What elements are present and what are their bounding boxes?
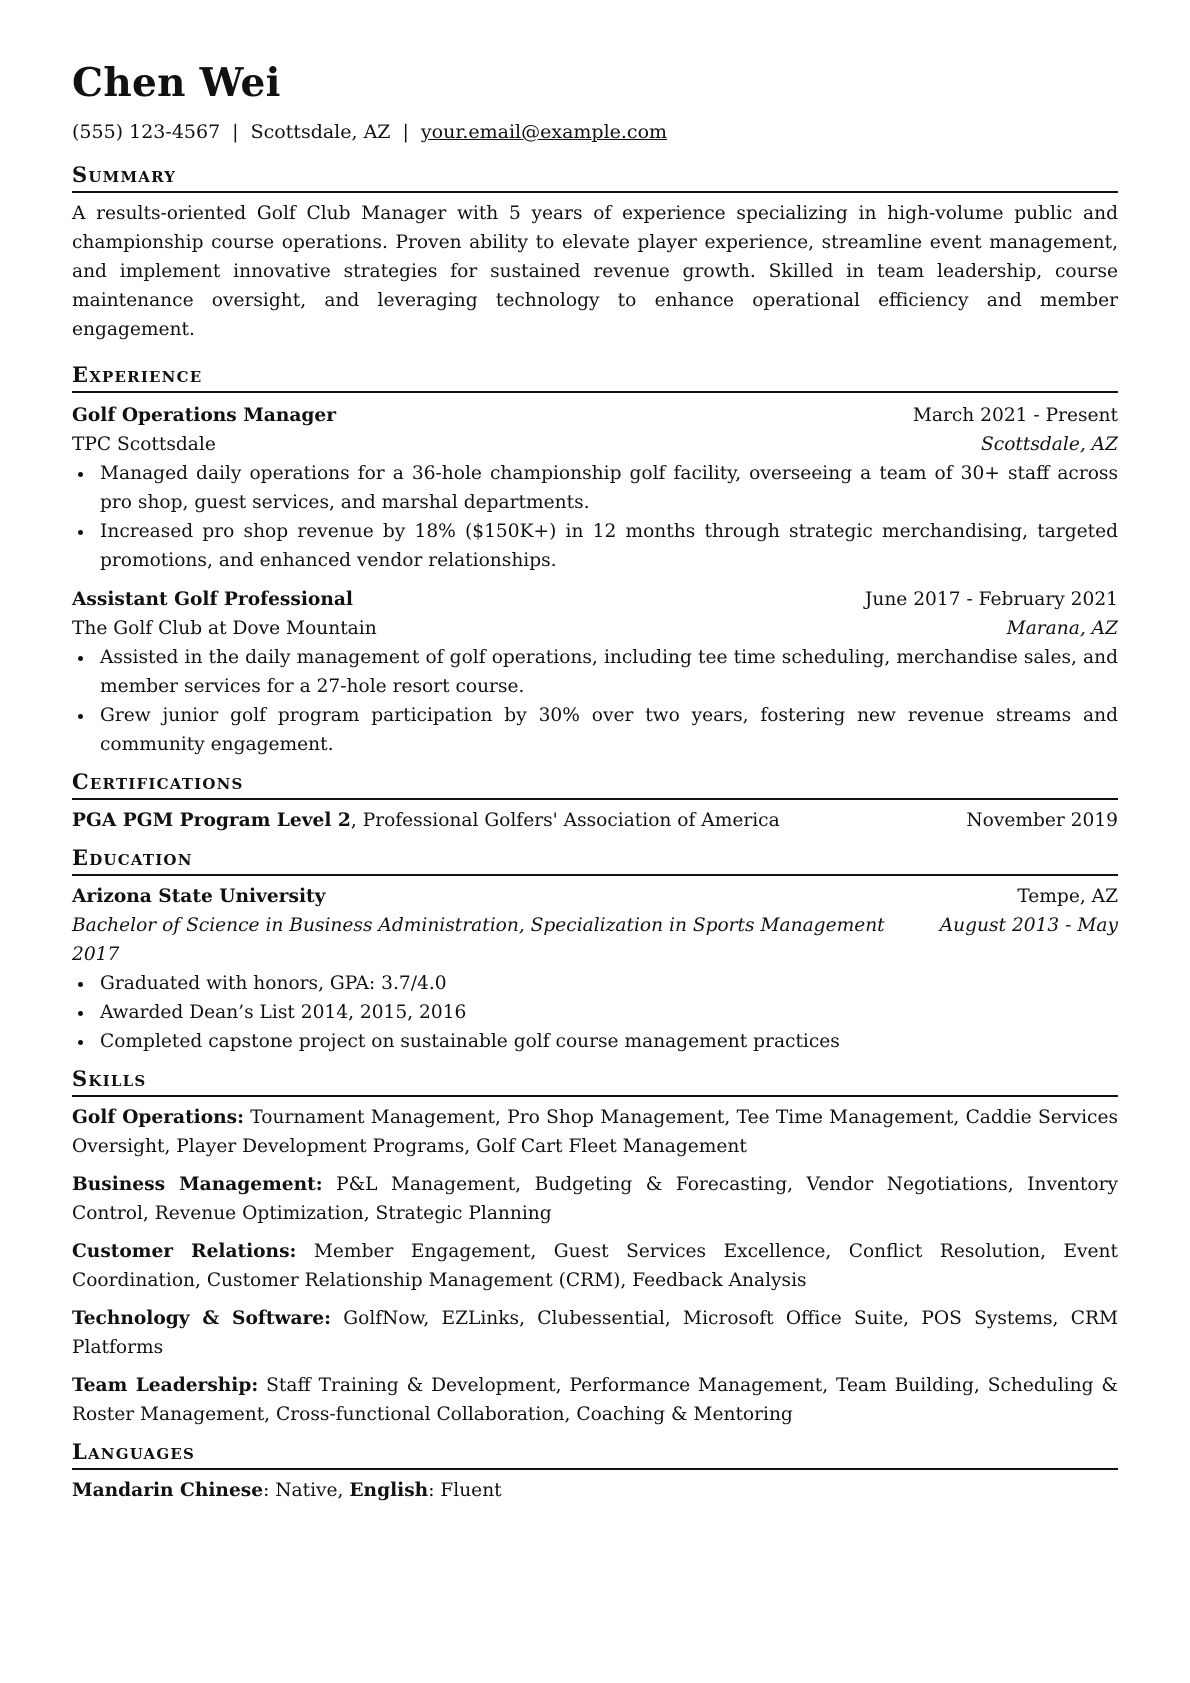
phone-number: (555) 123-4567 — [72, 121, 221, 143]
skill-text: Tournament Management, Pro Shop Management, Tee Time Management, Caddie Services Oversight, Player Development Programs, Golf Cart Fleet Management — [72, 1107, 1118, 1157]
skill-label: Business Management: — [72, 1174, 323, 1195]
bullet-icon — [78, 530, 83, 535]
bullet-text: Completed capstone project on sustainable golf course management practices — [100, 1031, 840, 1052]
education-bullets — [72, 969, 1118, 1056]
certification-entry — [72, 806, 1118, 835]
job-company: TPC Scottsdale — [72, 434, 216, 455]
school-name: Arizona State University — [72, 886, 326, 907]
job-location: Marana, AZ — [1006, 618, 1118, 639]
language-level: : Native — [263, 1480, 338, 1501]
list-item — [72, 517, 1118, 575]
skill-group — [72, 1170, 1118, 1228]
education-dates-start: August 2013 - May — [939, 915, 1118, 936]
job-entry — [72, 585, 1118, 759]
skill-text: P&L Management, Budgeting & Forecasting, Vendor Negotiations, Inventory Control, Revenue Optimization, Strategic Planning — [72, 1174, 1118, 1224]
bullet-text: Awarded Dean’s List 2014, 2015, 2016 — [100, 1002, 467, 1023]
degree-text: Bachelor of Science in Business Administration, Specialization in Sports Management — [72, 915, 885, 936]
bullet-text: Managed daily operations for a 36-hole championship golf facility, overseeing a team of 30+ staff across pro shop, guest services, and marshal departments. — [100, 463, 1118, 513]
job-role: Golf Operations Manager — [72, 405, 337, 426]
education-header — [72, 882, 1118, 911]
skill-text: Staff Training & Development, Performance Management, Team Building, Scheduling & Roster Management, Cross-functional Collaboration, Coaching & Mentoring — [72, 1375, 1118, 1425]
contact-separator: | — [232, 121, 239, 143]
summary-text: A results-oriented Golf Club Manager with 5 years of experience specializing in high-volume public and championship course operations. Proven ability to elevate player experience, streamline event management, and implement innovative strategies for sustained revenue growth. Skilled in team leadership, course maintenance oversight, and leveraging technology to enhance operational efficiency and member engagement. — [72, 203, 1118, 340]
list-item — [72, 643, 1118, 701]
skill-group — [72, 1103, 1118, 1161]
list-item — [72, 969, 1118, 998]
contact-line — [72, 120, 1118, 144]
job-entry — [72, 401, 1118, 575]
bullet-icon — [78, 982, 83, 987]
section-title-languages: Languages — [72, 1439, 1118, 1470]
job-bullets — [72, 643, 1118, 759]
skill-group — [72, 1237, 1118, 1295]
skill-label: Technology & Software: — [72, 1308, 331, 1329]
section-title-skills: Skills — [72, 1066, 1118, 1097]
contact-separator: | — [402, 121, 409, 143]
skill-group — [72, 1371, 1118, 1429]
job-bullets — [72, 459, 1118, 575]
email-link[interactable]: your.email@example.com — [420, 121, 668, 143]
candidate-name: Chen Wei — [72, 60, 281, 106]
section-title-education: Education — [72, 845, 1118, 876]
bullet-icon — [78, 1040, 83, 1045]
bullet-text: Increased pro shop revenue by 18% ($150K+) in 12 months through strategic merchandising, targeted promotions, and enhanced vendor relationships. — [100, 521, 1118, 571]
bullet-text: Graduated with honors, GPA: 3.7/4.0 — [100, 973, 447, 994]
school-location: Tempe, AZ — [1017, 886, 1118, 907]
section-title-summary: Summary — [72, 162, 1118, 193]
degree-line — [72, 911, 1118, 969]
skill-label: Customer Relations: — [72, 1241, 297, 1262]
certification-date: November 2019 — [966, 810, 1118, 831]
list-item — [72, 998, 1118, 1027]
list-item — [72, 701, 1118, 759]
education-dates-end: 2017 — [72, 944, 120, 965]
list-item — [72, 459, 1118, 517]
job-role: Assistant Golf Professional — [72, 589, 353, 610]
job-location: Scottsdale, AZ — [981, 434, 1118, 455]
job-company: The Golf Club at Dove Mountain — [72, 618, 377, 639]
languages-line — [72, 1476, 1118, 1505]
section-title-certifications: Certifications — [72, 769, 1118, 800]
bullet-icon — [78, 714, 83, 719]
bullet-text: Assisted in the daily management of golf operations, including tee time scheduling, merchandise sales, and member services for a 27-hole resort course. — [100, 647, 1118, 697]
bullet-icon — [78, 656, 83, 661]
section-title-experience: Experience — [72, 362, 1118, 393]
skill-label: Team Leadership: — [72, 1375, 259, 1396]
job-dates: June 2017 - February 2021 — [864, 589, 1118, 610]
certification-name: PGA PGM Program Level 2 — [72, 810, 351, 831]
skill-text: Member Engagement, Guest Services Excellence, Conflict Resolution, Event Coordination, Customer Relationship Management (CRM), Feedback Analysis — [72, 1241, 1118, 1291]
certification-issuer: , Professional Golfers' Association of America — [350, 810, 780, 831]
skill-group — [72, 1304, 1118, 1362]
bullet-icon — [78, 1011, 83, 1016]
list-item — [72, 1027, 1118, 1056]
skill-text: GolfNow, EZLinks, Clubessential, Microsoft Office Suite, POS Systems, CRM Platforms — [72, 1308, 1118, 1358]
job-dates: March 2021 - Present — [912, 405, 1118, 426]
skill-label: Golf Operations: — [72, 1107, 244, 1128]
language-separator: , — [337, 1480, 350, 1501]
bullet-icon — [78, 472, 83, 477]
skills-list — [72, 1103, 1118, 1429]
bullet-text: Grew junior golf program participation by 30% over two years, fostering new revenue streams and community engagement. — [100, 705, 1118, 755]
location-text: Scottsdale, AZ — [250, 121, 391, 143]
language-level: : Fluent — [428, 1480, 502, 1501]
language-name: Mandarin Chinese — [72, 1480, 264, 1501]
language-name: English — [349, 1480, 429, 1501]
